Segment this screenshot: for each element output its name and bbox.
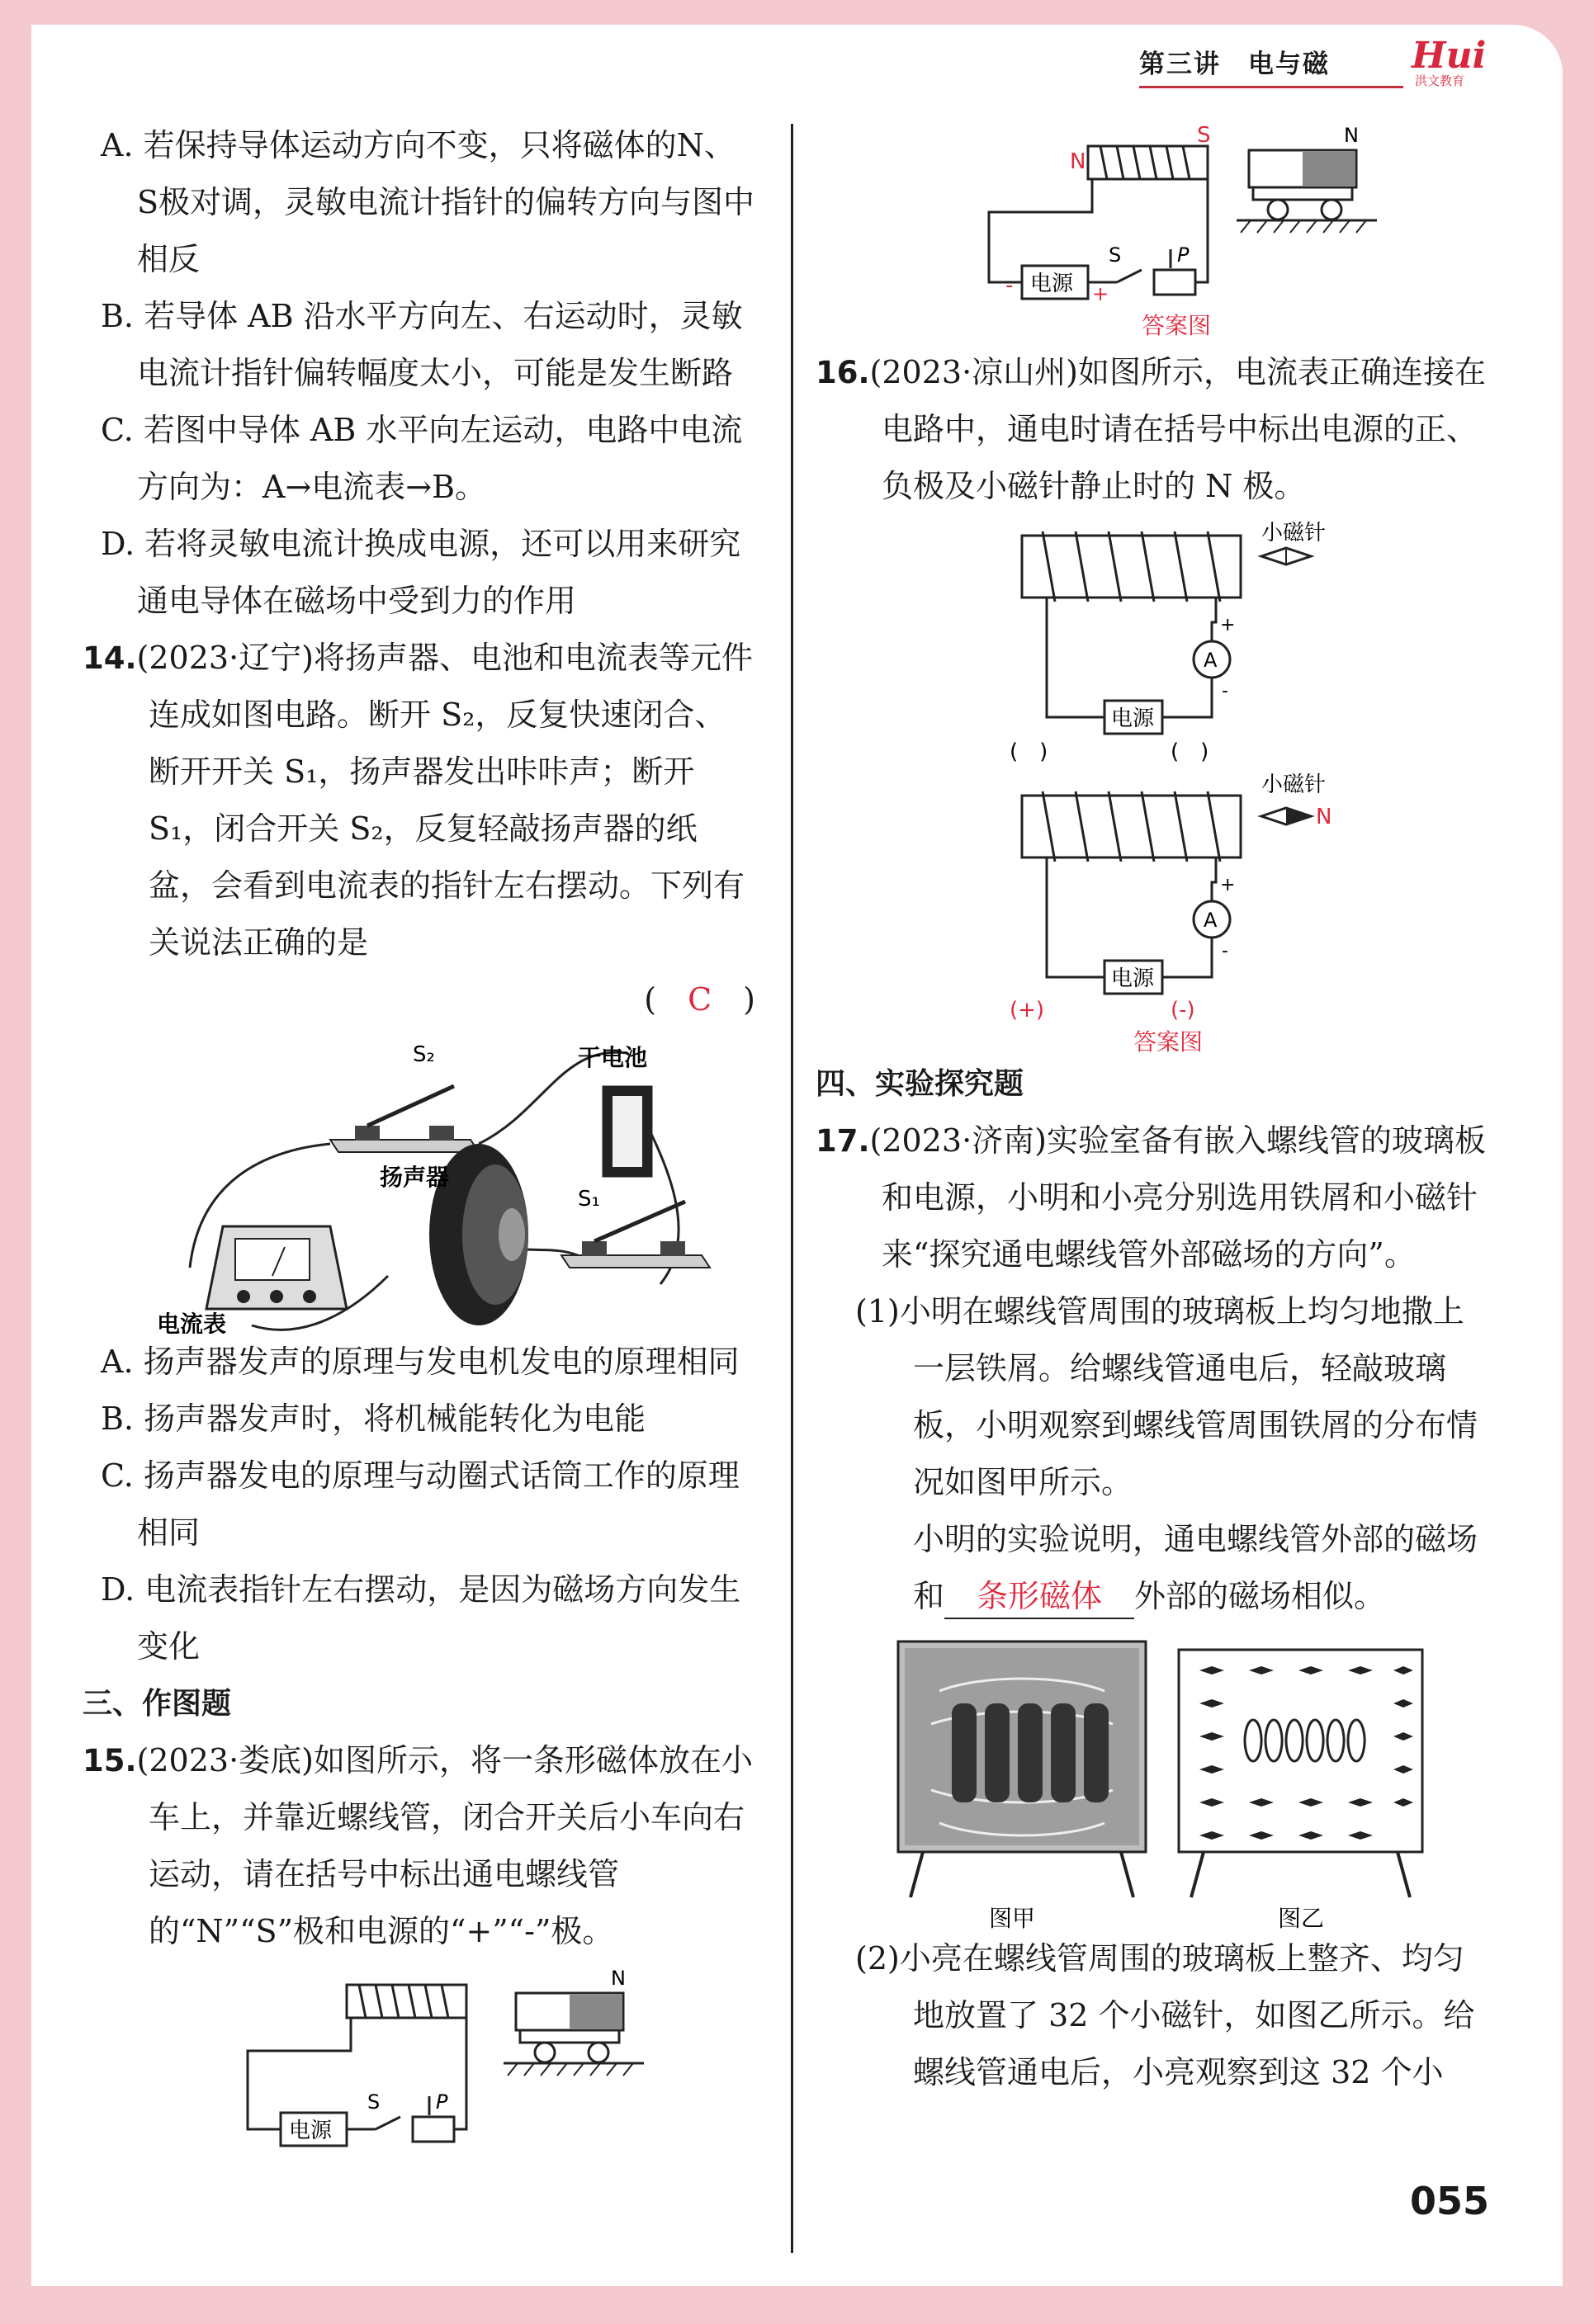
q16-answer-right: (-) <box>1171 998 1195 1023</box>
q16-answer-needle-label: 小磁针 <box>1261 772 1327 797</box>
q16-answer-caption: 答案图 <box>1133 1028 1204 1056</box>
label-speaker: 扬声器 <box>380 1164 450 1191</box>
q16-text: (2023·凉山州)如图所示，电流表正确连接在电路中，通电时请在括号中标出电源的正、负极及小磁针静止时的 N 极。 <box>869 354 1486 504</box>
answer-cart-n: N <box>1344 124 1359 147</box>
q15-power-label: 电源 <box>289 2119 333 2143</box>
q16-answer-left: (+) <box>1010 998 1045 1023</box>
q15-stem <box>83 1732 755 1960</box>
q16-ammeter-label: A <box>1204 649 1218 672</box>
q17-part1 <box>816 1283 1492 1511</box>
q16-ammeter-minus: - <box>1222 681 1228 701</box>
answer-plus: + <box>1092 282 1109 305</box>
logo-subtitle: 洪文教育 <box>1415 73 1465 88</box>
q16-answer-minus-terminal: - <box>1222 941 1228 961</box>
q13-option-d: D. 若将灵敏电流计换成电源，还可以用来研究通电导体在磁场中受到力的作用 <box>101 526 741 619</box>
q16-answer-ammeter: A <box>1204 909 1218 932</box>
q17-answer-blank: 条形磁体 <box>944 1575 1134 1619</box>
q14-answer-line <box>83 971 755 1028</box>
speaker-circuit-illustration <box>83 1028 755 1334</box>
q14-option-b: B. 扬声器发声时，将机械能转化为电能 <box>101 1401 646 1437</box>
q16-bracket-right: ( ) <box>1171 739 1209 764</box>
q14-option-c: C. 扬声器发电的原理与动圈式话筒工作的原理相同 <box>101 1457 740 1551</box>
fig-yi-label: 图乙 <box>1278 1905 1325 1930</box>
q13-option-b: B. 若导体 AB 沿水平方向左、右运动时，灵敏电流计指针偏转幅度太小，可能是发生断路 <box>101 298 743 391</box>
q16-solenoid-circuit <box>816 515 1492 771</box>
label-s2: S₂ <box>413 1042 435 1067</box>
q17-stem <box>816 1112 1492 1283</box>
q16-bracket-left: ( ) <box>1010 739 1048 764</box>
q15-answer-figure <box>816 117 1492 344</box>
q16-answer-power-label: 电源 <box>1111 966 1155 991</box>
q14-option-a: A. 扬声器发声的原理与发电机发电的原理相同 <box>101 1344 740 1380</box>
q17-text: (2023·济南)实验室备有嵌入螺线管的玻璃板和电源，小明和小亮分别选用铁屑和小磁针来“探究通电螺线管外部磁场的方向”。 <box>869 1122 1486 1273</box>
q14-paren-close: ) <box>743 981 755 1018</box>
column-divider <box>791 124 793 2253</box>
q15-cart-n: N <box>611 1967 626 1990</box>
q17-magnetic-field-figures <box>816 1625 1492 1930</box>
q14-text: (2023·辽宁)将扬声器、电池和电流表等元件连成如图电路。断开 S₂，反复快速闭合、断开开关 S₁，扬声器发出咔咔声；断开 S₁，闭合开关 S₂，反复轻敲扬声器的纸盆，会看到电流表的指针左右摆动。下列有关说法正确的是 <box>136 640 753 961</box>
q15-switch-label: S <box>367 2090 381 2114</box>
right-column <box>816 117 1492 2101</box>
q16-number: 16. <box>816 355 870 390</box>
q14-answer: C <box>688 981 712 1018</box>
q14-paren-open: ( <box>644 981 657 1018</box>
q15-figure <box>83 1960 755 2158</box>
section-drawing: 三、作图题 <box>83 1687 232 1721</box>
q15-slider-label: P <box>436 2090 448 2114</box>
q16-answer-needle-n: N <box>1316 805 1332 829</box>
q15-number: 15. <box>83 1743 137 1778</box>
label-ammeter: 电流表 <box>157 1311 227 1334</box>
logo-mark: Hui <box>1412 35 1487 77</box>
q14-answer-bracket <box>644 971 755 1028</box>
q17-figures <box>816 1625 1492 1930</box>
left-column <box>83 117 755 2158</box>
header-rule <box>1139 86 1403 88</box>
q16-power-label: 电源 <box>1111 706 1155 731</box>
q16-stem <box>816 344 1492 515</box>
q17-part2-label: (2) <box>855 1940 900 1977</box>
publisher-logo <box>1412 35 1494 89</box>
label-s1: S₁ <box>578 1187 600 1212</box>
q15-answer-diagram <box>816 117 1492 344</box>
q17-part1-label: (1) <box>855 1293 900 1330</box>
q14-stem <box>83 630 755 971</box>
answer-s-pole: S <box>1197 123 1211 148</box>
q13-option-a: A. 若保持导体运动方向不变，只将磁体的N、S极对调，灵敏电流计指针的偏转方向与图中相反 <box>101 127 755 277</box>
label-battery: 干电池 <box>578 1044 648 1071</box>
answer-power-label: 电源 <box>1030 272 1074 296</box>
page-header <box>1139 35 1527 88</box>
answer-slider-label: P <box>1177 243 1190 267</box>
q17-part1-after: 外部的磁场相似。 <box>1134 1578 1386 1614</box>
q14-figure <box>83 1028 755 1334</box>
solenoid-cart-diagram <box>83 1960 755 2158</box>
q17-part2-text: 小亮在螺线管周围的玻璃板上整齐、均匀地放置了 32 个小磁针，如图乙所示。给螺线管通电后，小亮观察到这 32 个小 <box>899 1940 1475 2090</box>
q17-part1-text: 小明在螺线管周围的玻璃板上均匀地撒上一层铁屑。给螺线管通电后，轻敲玻璃板，小明观察到螺线管周围铁屑的分布情况如图甲所示。 <box>899 1293 1478 1500</box>
fig-jia-label: 图甲 <box>989 1905 1036 1930</box>
answer-n-pole: N <box>1070 149 1086 174</box>
answer-switch-label: S <box>1109 243 1122 267</box>
q16-answer-circuit <box>816 771 1492 1056</box>
q16-ammeter-plus: + <box>1220 615 1236 635</box>
q15-answer-caption: 答案图 <box>1142 312 1212 339</box>
q15-text: (2023·娄底)如图所示，将一条形磁体放在小车上，并靠近螺线管，闭合开关后小车向右运动，请在括号中标出通电螺线管的“N”“S”极和电源的“+”“-”极。 <box>136 1742 753 1949</box>
section-experiment: 四、实验探究题 <box>816 1067 1024 1101</box>
q14-option-d: D. 电流表指针左右摆动，是因为磁场方向发生变化 <box>101 1571 741 1665</box>
q17-part1-before: 小明的实验说明，通电螺线管外部的磁场和 <box>913 1521 1478 1614</box>
answer-minus: - <box>1005 273 1014 298</box>
q17-part1-conclusion <box>816 1511 1492 1625</box>
q16-figure <box>816 515 1492 771</box>
q16-answer-figure <box>816 771 1492 1056</box>
q13-option-c: C. 若图中导体 AB 水平向左运动，电路中电流方向为：A→电流表→B。 <box>101 412 743 505</box>
page-number: 055 <box>1410 2179 1490 2223</box>
q16-needle-label: 小磁针 <box>1261 521 1327 546</box>
q14-number: 14. <box>83 640 137 676</box>
q16-answer-plus-terminal: + <box>1220 875 1236 895</box>
q17-number: 17. <box>816 1123 870 1159</box>
q17-part2 <box>816 1930 1492 2101</box>
chapter-title: 第三讲 电与磁 <box>1139 50 1330 79</box>
